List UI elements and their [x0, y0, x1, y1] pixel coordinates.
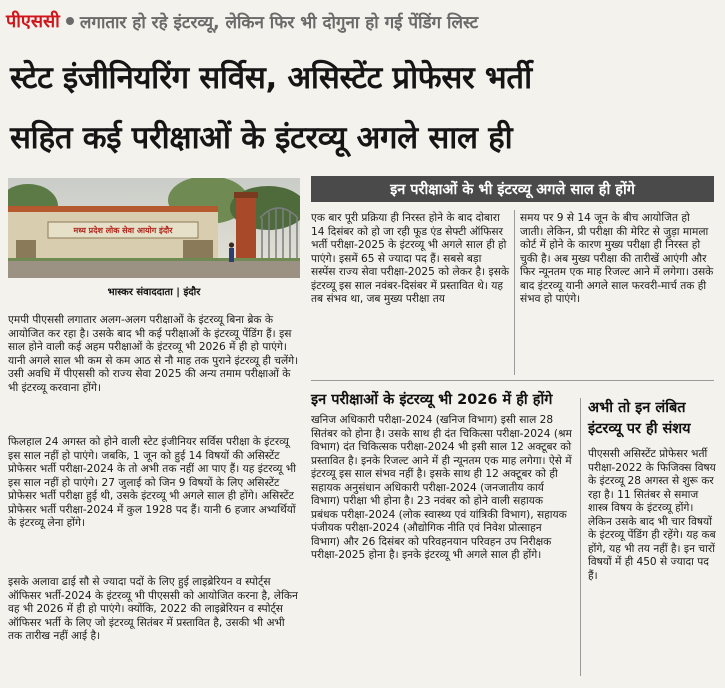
photo-sign: मध्य प्रदेश लोक सेवा आयोग इंदौर [73, 226, 173, 235]
photo-caption: भास्कर संवाददाता | इंदौर [107, 287, 201, 298]
left-para-3 [8, 576, 300, 644]
banner-col-1 [311, 212, 509, 307]
left-para-2-text: फिलहाल 24 अगस्त को होने वाली स्टेट इंजीनियर सर्विस परीक्षा के इंटरव्यू इस साल नहीं हो पाएंगे। जबकि, 1 जून को हुई 14 विषयों की असिस्टेंट प्रोफेसर भर्ती परीक्षा-2024 के तो अभी तक नहीं आ पाए हैं। यह इंटरव्यू भी इस साल नहीं हो पाएंगे। 27 जुलाई को जिन 9 विषयों के लिए असिस्टेंट प्रोफेसर भर्ती परीक्षा हुई थी, उसके इंटरव्यू भी अगले साल ही होंगे। असिस्टेंट प्रोफेसर भर्ती परीक्षा-2024 में कुल 1928 पद हैं। यानी 6 हजार अभ्यर्थियों के इंटरव्यू लेना होंगे। [8, 436, 296, 529]
column-divider [580, 398, 581, 676]
banner-col-2-text: समय पर 9 से 14 जून के बीच आयोजित हो जाती। लेकिन, प्री परीक्षा की मेरिट से जुड़ा मामला कोर्ट में होने के कारण मुख्य परीक्षा ही निरस्त हो चुकी है। अब मुख्य परीक्षा की तारीखें आएंगी और फिर न्यूनतम एक माह रिजल्ट आने में लगेगा। उसके बाद इंटरव्यू यानी अगले साल फरवरी-मार्च तक ही संभव हो पाएंगे। [520, 212, 714, 305]
kicker [6, 6, 478, 36]
left-para-3-text: इसके अलावा ढाई सौ से ज्यादा पदों के लिए हुई लाइब्रेरियन व स्पोर्ट्स ऑफिसर भर्ती-2024 के इंटरव्यू भी पीएससी को आयोजित करना है, लेकिन वह भी 2026 में ही हो पाएंगे। क्योंकि, 2022 की लाइब्रेरियन व स्पोर्ट्स ऑफिसर भर्ती के लिए जो इंटरव्यू सितंबर में प्रस्तावित है, उसकी भी अभी तक तारीख नहीं आई है। [8, 576, 298, 642]
left-para-1 [8, 314, 300, 395]
bullet-dot-icon [66, 17, 74, 25]
section-pending-body [588, 448, 716, 583]
column-divider [514, 210, 515, 375]
left-para-1-text: एमपी पीएससी लगातार अलग-अलग परीक्षाओं के इंटरव्यू बिना ब्रेक के आयोजित कर रहा है। उसके बाद भी कई परीक्षाओं के इंटरव्यू पेंडिंग हैं। इस साल होने वाली कई अहम परीक्षाओं के इंटरव्यू भी 2026 में ही हो पाएंगे। यानी अगले साल भी कम से कम आठ से नौ माह तक पुराने इंटरव्यू ही चलेंगे। उसी अवधि में पीएससी को राज्य सेवा 2025 की अन्य तमाम परीक्षाओं के भी इंटरव्यू करवाना होंगे। [8, 314, 299, 394]
section-banner: इन परीक्षाओं के भी इंटरव्यू अगले साल ही होंगे [311, 176, 714, 202]
news-photo [8, 178, 300, 278]
section-2026-text: खनिज अधिकारी परीक्षा-2024 (खनिज विभाग) इसी साल 28 सितंबर को होना है। उसके साथ ही दंत चिकित्सा परीक्षा-2024 (श्रम विभाग) दंत चिकित्सक परीक्षा-2024 भी इसी साल 12 अक्टूबर को प्रस्तावित है। इनके रिजल्ट आने में ही न्यूनतम एक माह लगेगा। ऐसे में इंटरव्यू इस साल संभव नहीं है। इसके साथ ही 12 अक्टूबर को ही सहायक अनुसंधान अधिकारी परीक्षा-2024 (जनजातीय कार्य विभाग) परीक्षा भी होना है। 23 नवंबर को होने वाली सहायक प्रबंधक परीक्षा-2024 (लोक स्वास्थ्य एवं यांत्रिकी विभाग), सहायक पंजीयक परीक्षा-2024 (औद्योगिक नीति एवं निवेश प्रोत्साहन विभाग) और 26 दिसंबर को परिवहनयान परिवहन उप निरीक्षक परीक्षा-2025 होना है। इनके इंटरव्यू भी अगले साल ही होंगे। [311, 414, 572, 561]
headline-line-2: सहित कई परीक्षाओं के इंटरव्यू अगले साल ही [10, 120, 513, 156]
banner-col-2 [520, 212, 714, 307]
banner-col-1-text: एक बार पूरी प्रक्रिया ही निरस्त होने के बाद दोबारा 14 दिसंबर को हो जा रही फूड एंड सेफ्टी ऑफिसर भर्ती परीक्षा-2025 के इंटरव्यू भी अगले साल ही हो पाएंगे। इसमें 65 से ज्यादा पद हैं। सबसे बड़ा सस्पेंस राज्य सेवा परीक्षा-2025 को लेकर है। इसके इंटरव्यू इस साल नवंबर-दिसंबर में प्रस्तावित थे। यह तब संभव था, जब मुख्य परीक्षा तय [311, 212, 509, 305]
left-para-2 [8, 436, 300, 531]
section-divider [311, 380, 714, 381]
section-pending-text: पीएससी असिस्टेंट प्रोफेसर भर्ती परीक्षा-2022 के फिजिक्स विषय के इंटरव्यू 28 अगस्त से शुरू कर रहा है। 11 सितंबर से समाज शास्त्र विषय के इंटरव्यू होंगे। लेकिन उसके बाद भी चार विषयों के इंटरव्यू पेंडिंग ही रहेंगे। यह कब होंगे, यह भी तय नहीं है। इन चारों विषयों में ही 450 से ज्यादा पद हैं। [588, 448, 716, 582]
section-pending-heading: अभी तो इन लंबित इंटरव्यू पर ही संशय [588, 400, 691, 437]
kicker-tag: पीएससी [6, 11, 60, 32]
kicker-text: लगातार हो रहे इंटरव्यू, लेकिन फिर भी दोगुना हो गई पेंडिंग लिस्ट [79, 12, 479, 33]
headline-line-1: स्टेट इंजीनियरिंग सर्विस, असिस्टेंट प्रोफेसर भर्ती [10, 60, 532, 96]
section-2026-body [311, 414, 573, 563]
section-2026-heading: इन परीक्षाओं के इंटरव्यू भी 2026 में ही होंगे [311, 392, 553, 408]
